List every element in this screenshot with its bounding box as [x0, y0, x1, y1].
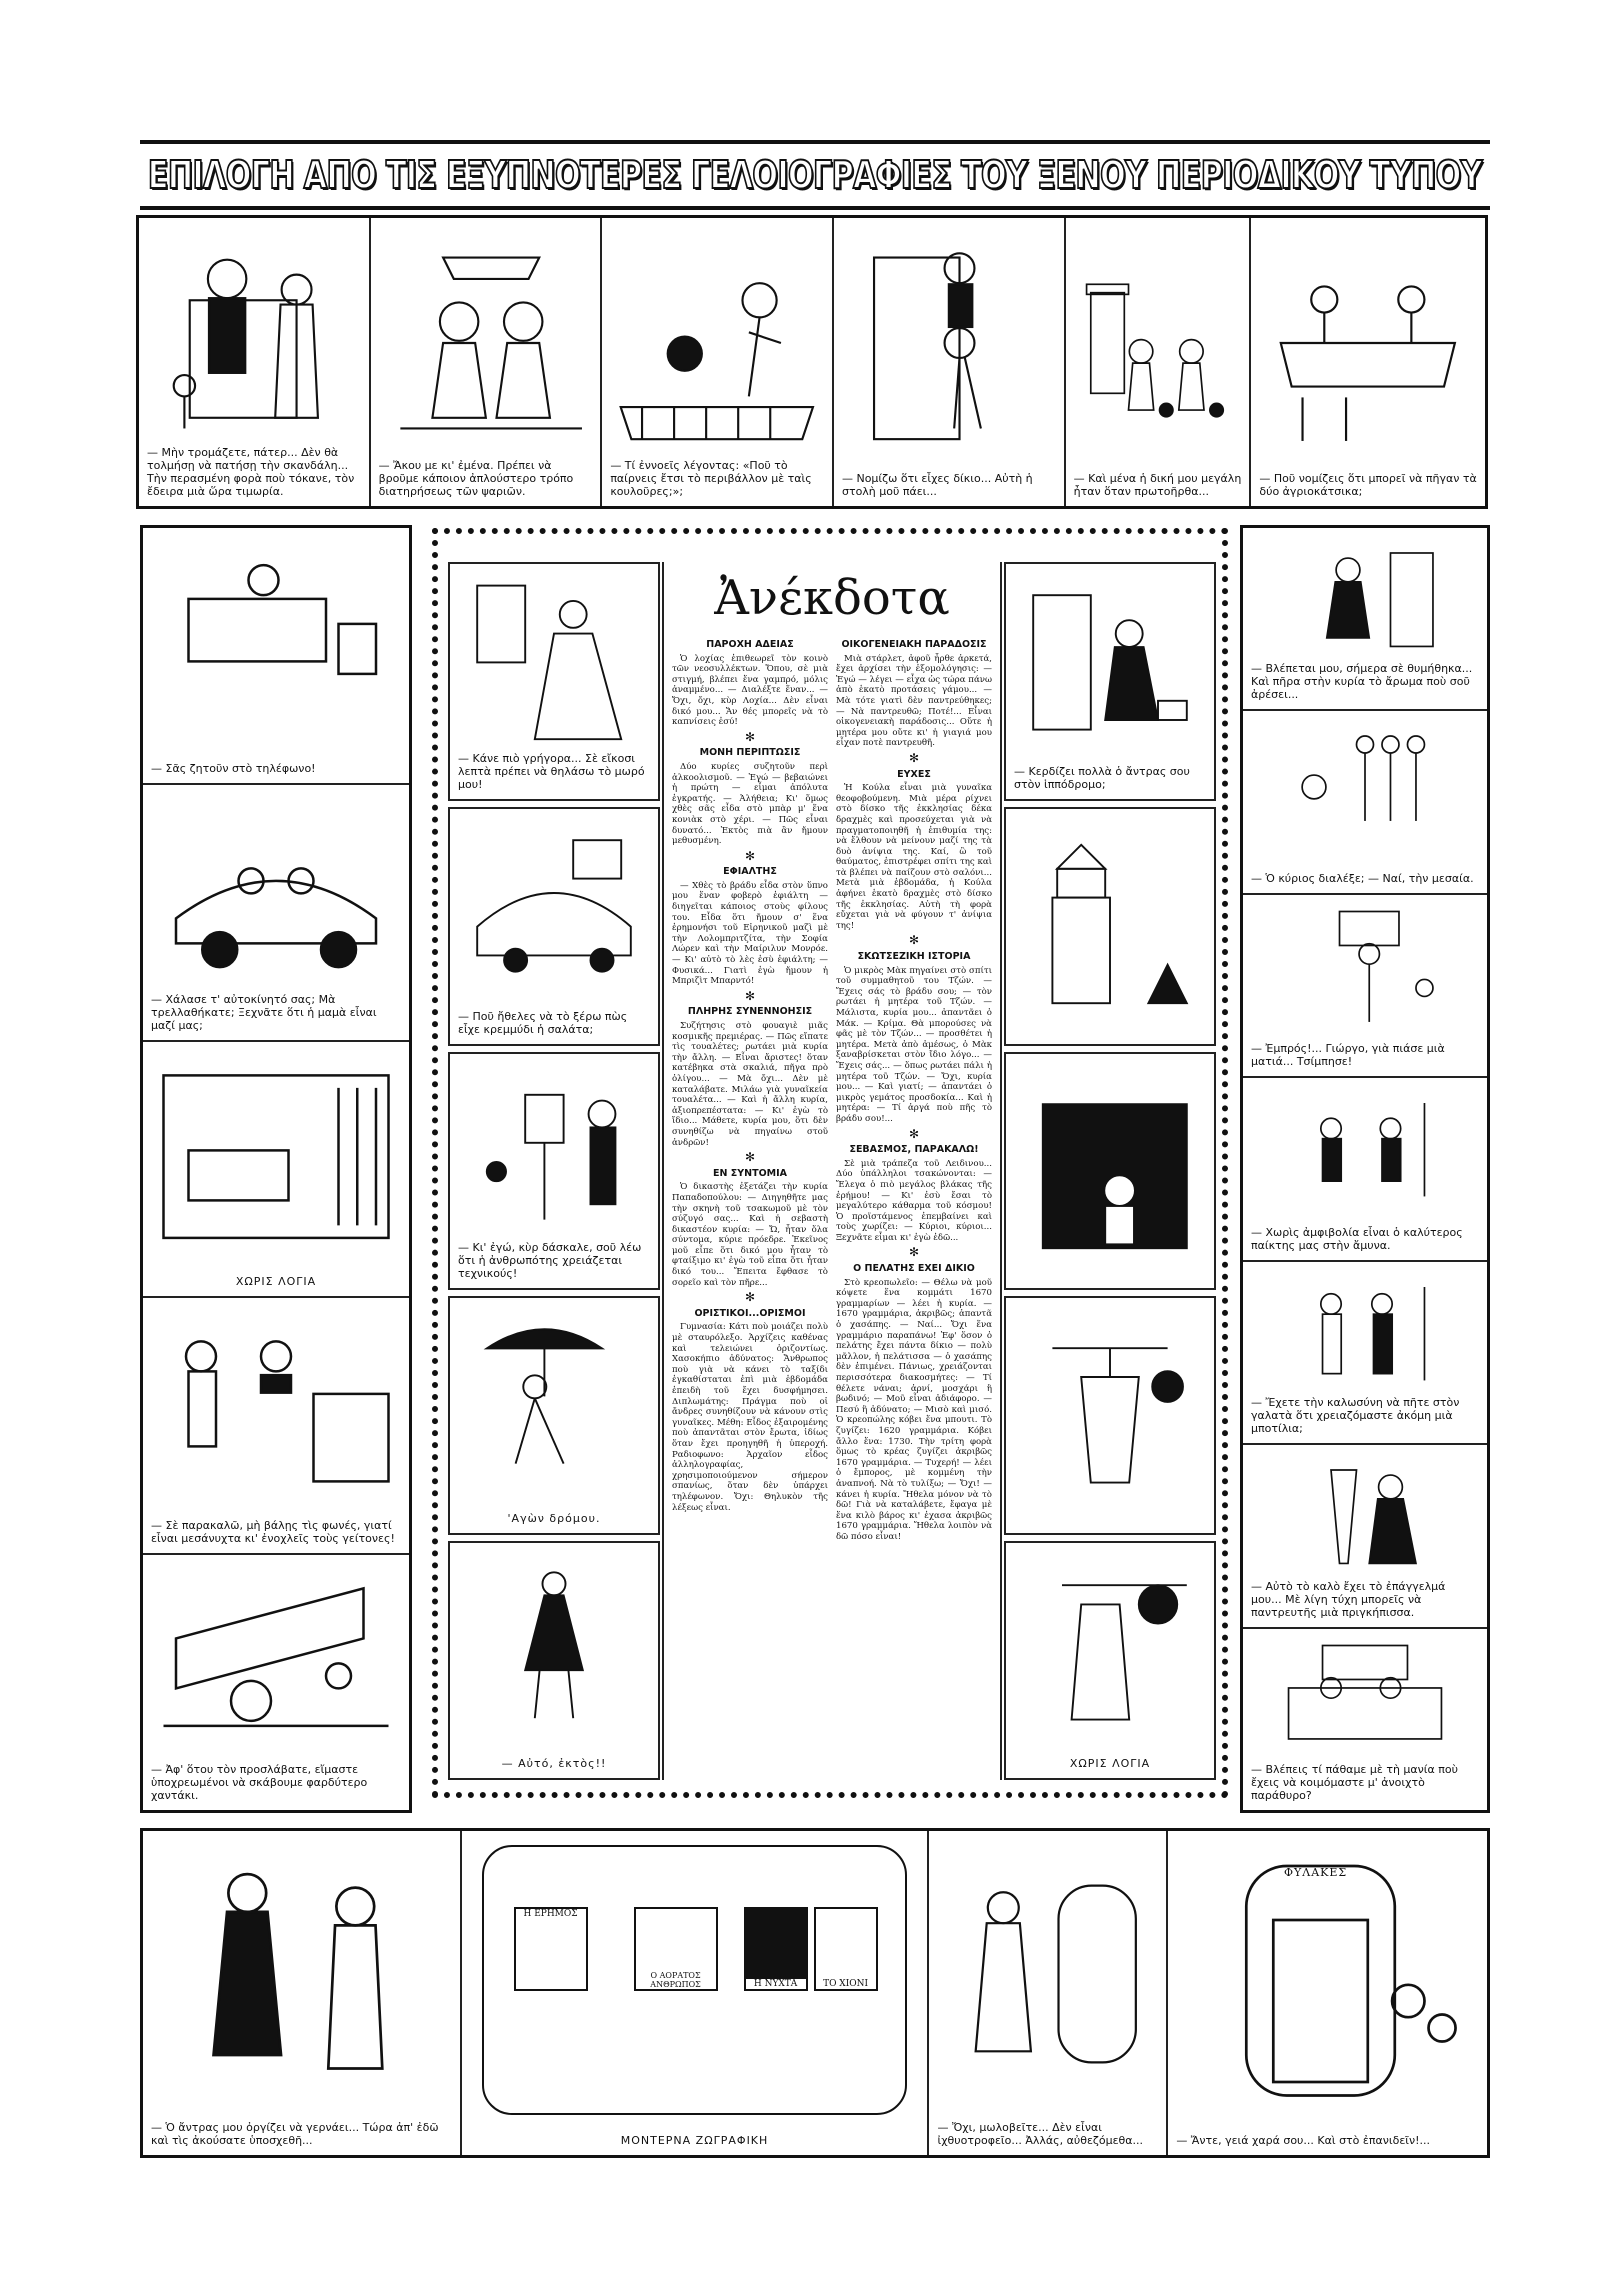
bottom-cartoon-4	[1168, 1831, 1487, 2155]
story-text: Ὁ δικαστὴς ἐξετάζει τὴν κυρία Παπαδοπούλου: — Διηγηθῆτε μας τὴν σκηνὴ τοῦ τσακωμοῦ μὲ τὸν σύζυγό σας... Καὶ ἡ σεβαστὴ δικαστέον κυρία: — Ὤ, ἦταν ὅλα σύντομα, κύριε πρόεδρε. Ἐκεῖνος μοῦ εἶπε ὅτι δικό μου ἦταν τὸ φταίξιμο κι' ἐγὼ τοῦ εἶπα ὅτι ἦταν δικό του... Ἔπειτα ἔφθασε τὸ σορεῖο καὶ τὸν πῆρε...	[672, 1182, 828, 1288]
story-heading: ΕΝ ΣΥΝΤΟΜΙΑ	[713, 1167, 787, 1179]
caption: — Νομίζω ὅτι εἶχες δίκιο... Αὐτὴ ἡ στολὴ μοῦ πάει...	[841, 472, 1033, 498]
sign-night	[744, 1907, 808, 1991]
midright-cartoon-3	[1004, 1052, 1216, 1291]
caption: — Βλέπεις τί πάθαμε μὲ τὴ μανία ποὺ ἔχεις νὰ κοιμόμαστε μ' ἀνοιχτὸ παράθυρο?	[1251, 1762, 1458, 1802]
caption: — Ὄχι, μωλοβεῖτε... Δὲν εἶναι ἰχθυοτροφεῖο... Ἀλλάς, αὐθεζόμεθα...	[937, 2121, 1144, 2147]
cartoon-drawing	[1014, 1306, 1206, 1525]
story-heading: ΟΙΚΟΓΕΝΕΙΑΚΗ ΠΑΡΑΔΟΣΙΣ	[841, 639, 987, 650]
separator-icon: ✻	[744, 988, 756, 1003]
sign-label: ΤΟ ΧΙΟΝΙ	[823, 1979, 869, 1989]
left-cartoon-4	[143, 1298, 409, 1555]
page-headline	[140, 140, 1490, 210]
story-heading: ΣΚΩΤΣΕΖΙΚΗ ΙΣΤΟΡΙΑ	[857, 951, 971, 963]
top-cartoon-4	[834, 218, 1066, 506]
cartoon-drawing	[458, 817, 650, 998]
cartoon-drawing	[1014, 1551, 1206, 1754]
caption: — Ἄκου με κι' ἐμένα. Πρέπει νὰ βροῦμε κάποιον ἀπλούστερο τρόπο διατηρήσεως τῶν ψαριῶν.	[378, 459, 574, 498]
story-heading: ΣΕΒΑΣΜΟΣ, ΠΑΡΑΚΑΛΩ!	[849, 1144, 979, 1156]
story-heading: ΜΟΝΗ ΠΕΡΙΠΤΩΣΙΣ	[699, 747, 801, 759]
cartoon-drawing	[458, 1062, 650, 1243]
bottom-strip	[140, 1828, 1490, 2158]
caption: — Ἄντε, γειά χαρά σου... Καὶ στὸ ἐπανιδεῖν!...	[1176, 2134, 1431, 2147]
right-cartoon-5	[1243, 1262, 1487, 1445]
caption: — Τί ἐννοεῖς λέγοντας: «Ποῦ τὸ παίρνεις ἔτσι τὸ περιβάλλον μὲ ταὶς κουλοῦρες;»;	[610, 459, 812, 498]
anekdota-column	[662, 562, 1002, 1780]
right-column	[1240, 525, 1490, 1813]
cartoon-drawing	[151, 1306, 401, 1507]
sign-label: Η ΕΡΗΜΟΣ	[523, 1909, 578, 1919]
anekdota-title: Ἀνέκδοτα	[714, 570, 950, 626]
left-cartoon-2	[143, 785, 409, 1042]
headline-text: ΕΠΙΛΟΓΗ ΑΠΟ ΤΙΣ ΕΞΥΠΝΟΤΕΡΕΣ ΓΕΛΟΙΟΓΡΑΦΙΕΣ ΤΟΥ ΞΕΝΟΥ ΠΕΡΙΟΔΙΚΟΥ ΤΥΠΟΥ	[148, 153, 1482, 197]
caption: ΜΟΝΤΕΡΝΑ ΖΩΓΡΑΦΙΚΗ	[620, 2134, 769, 2147]
cartoon-drawing	[842, 226, 1056, 460]
cartoon-drawing	[458, 572, 650, 753]
separator-icon: ✻	[744, 1290, 756, 1305]
top-strip	[136, 215, 1488, 509]
mid-right-column	[1004, 562, 1216, 1780]
top-cartoon-2	[371, 218, 603, 506]
separator-icon: ✻	[908, 1126, 920, 1141]
left-cartoon-3	[143, 1042, 409, 1299]
caption: — Ἐμπρός!... Γιώργο, γιὰ πιάσε μιὰ ματιά... Τσίμπησε!	[1251, 1042, 1445, 1069]
right-cartoon-7	[1243, 1629, 1487, 1810]
cartoon-drawing	[610, 226, 824, 460]
prison-sign	[1243, 1866, 1388, 1879]
anekdota-col-1	[672, 634, 828, 1546]
caption: — Ποῦ ἤθελες νὰ τὸ ξέρω πὼς εἶχε κρεμμύδι ἡ σαλάτα;	[458, 1009, 628, 1036]
story-text: Στὸ κρεοπωλεῖο: — Θέλω νὰ μοῦ κόψετε ἕνα κομμάτι 1670 γραμμαρίων — λέει ἡ κυρία. — 1670 γραμμάρια, ἀκριβῶς; ἀπαντᾶ ὁ χασάπης. — Ναί... Ὄχι ἕνα γραμμάριο παραπάνω! Ἐφ' ὅσον ὁ πελάτης ἔχει πάντα δίκιο — πολὺ μᾶλλον, ἡ πελάτισσα — ὁ χασάπης δὲν ἐπιμένει. Πάνιως, χρειάζονται περισσότερα διακοσμήτες: — Τί θέλετε νάναι; ἀρνί, μοσχάρι ἢ βωδινό; — Μοῦ εἶναι ἀδιάφορο. — Πεσύ ἢ ἀδύνατο; — Μισὸ καὶ μισό. Ὁ κρεοπώλης κόβει ἕνα μπουτι. Τὸ ζυγίζει: 1620 γραμμάρια. Κόβει ἄλλο ἕνα: 1730. Τὴν τρίτη φορὰ ὅμως τὸ κρέας ζυγίζει ἀκριβῶς 1670 γραμμάρια. — Τυχερή! — λέει ὁ ἔμπορος, μὲ κομμένη τὴν ἀναπνοή. Νὰ τὸ τυλίξω; — Ὄχι! — κάνει ἡ κυρία. Ἤθελα μόνον νὰ τὸ δῶ! Γιὰ νὰ καταλάβετε, ἔφαγα μὲ ἕνα κιλὸ βάρος κι' ἐχασα ἀκριβῶς 1670 γραμμάρια. Ἤθελα λοιπὸν νὰ δῶ πόσο εἶναι!	[836, 1277, 992, 1542]
separator-icon: ✻	[908, 1245, 920, 1260]
cartoon-drawing	[1251, 1270, 1479, 1397]
bottom-cartoon-1	[143, 1831, 462, 2155]
story-text: Γυμνασία: Κάτι ποὺ μοιάζει πολὺ μὲ σταυρόλεξο. Ἀρχίζεις καθένας καὶ τελειώνει ὁριζοντίως. Χασοκήπιο ἀδύνατος: Ἄνθρωπος ποὺ γιὰ νὰ κάνει τὸ ταξίδι ἐγκαθίσταται ἐπὶ μιὰ ἑβδομάδα ἐπειδὴ τοῦ ἔχει δυσφήμησει. Διπλωμάτης: Πράγμα ποὺ οἱ ἄνδρες συνηθίζουν νὰ κάνουν στὶς γυναῖκες. Μέθη: Εἶδος ἐξαιρομένης ποὺ ἀπαντᾶται στὸν ἔρωτα, ἰδίως ὅταν ἔχει προηγηθῆ ἡ ὑπεροχή. Ραδιοφωνο: Ἀρχαῖον εἶδος ἀλληλογραφίας, χρησιμοποιούμενον σήμερον σπανίως, ὅταν δὲν ὑπάρχει τηλέφωνον. Ὄχι: Θηλυκὸν τῆς λέξεως εἶναι.	[672, 1322, 828, 1513]
right-cartoon-4	[1243, 1078, 1487, 1261]
left-cartoon-1	[143, 528, 409, 785]
midright-cartoon-1	[1004, 562, 1216, 801]
story-heading: ΕΦΙΑΛΤΗΣ	[723, 866, 777, 878]
sign-invisible-man	[634, 1907, 718, 1991]
cartoon-drawing	[151, 536, 401, 737]
left-column	[140, 525, 412, 1813]
cartoon-drawing	[147, 226, 361, 460]
cartoon-drawing	[1014, 572, 1206, 753]
cartoon-drawing	[458, 1551, 650, 1732]
cartoon-drawing	[1176, 1839, 1479, 2109]
sign-snow	[814, 1907, 878, 1991]
caption: ΧΩΡΙΣ ΛΟΓΙΑ	[235, 1275, 317, 1289]
caption: — Βλέπεται μου, σήμερα σὲ θυμήθηκα... Καὶ πῆρα στὴν κυρία τὸ ἄρωμα ποὺ σοῦ ἀρέσει...	[1251, 662, 1473, 702]
story-text: Ὁ μικρὸς Μὰκ πηγαίνει στὸ σπίτι τοῦ συμμαθητοῦ του Τζών. — Ἔχεις σάς τὸ βράδυ σου; — τὸν ρωτάει ἡ μητέρα τοῦ Τζών. — Μάλιστα, κυρία μου... ἀπαντᾶει ὁ Μάκ. — Κρίμα. Θὰ μπορούσες νὰ φᾶς μὲ τὸν Τζών... — προσθέτει ἡ μητέρα. Μετὰ ἀπὸ ἀμέσως, ὁ Μὰκ ξαναβρίσκεται στὸν ἴδιο λόγο... — Ἔχεις σάς... — ὅπως ρωτάει πάλι ἡ μητέρα τοῦ Τζών. — Ὄχι, κυρία μου... — Καὶ γιατί; — ἀπαντάει ὁ μικρὸς γεμάτος προσδοκία... Καὶ ἡ μητέρα: — Τί ἀργά ποὺ πῆς τὸ βράδυ σου!...	[836, 965, 992, 1124]
midleft-cartoon-5	[448, 1541, 660, 1780]
story-heading: ΠΑΡΟΧΗ ΑΔΕΙΑΣ	[706, 639, 794, 650]
caption: 'Αγὼν δρόμου.	[507, 1512, 601, 1526]
caption: ΧΩΡΙΣ ΛΟΓΙΑ	[1069, 1756, 1151, 1770]
cartoon-drawing	[1251, 903, 1479, 1030]
cartoon-drawing	[1251, 1453, 1479, 1580]
cartoon-drawing	[151, 793, 401, 994]
cartoon-drawing	[151, 1563, 401, 1764]
separator-icon: ✻	[744, 848, 756, 863]
story-text: Μιὰ στάρλετ, ἀφοῦ ἦρθε ἀρκετά, ἔχει ἀρχίσει τὴν ἐξομολόγησις: — Ἐγώ — λέγει — εἶχα ὡς τώρα πάνω ἀπὸ ἑκατὸ προτάσεις γάμου... — Μὰ τότε γιατὶ δὲν παντρεύθηκες; — Νὰ παντρευθῶ; Ποτέ!... Εἶναι οἰκογενειακὴ παράδοσις... Οὔτε ἡ μητέρα μου οὔτε κι' ἡ γιαγιά μου εἶχαν ποτὲ παντρευθῆ.	[836, 653, 992, 749]
caption: — Κάνε πιὸ γρήγορα... Σὲ εἴκοσι λεπτὰ πρέπει νὰ θηλάσω τὸ μωρό μου!	[458, 751, 645, 791]
midleft-cartoon-1	[448, 562, 660, 801]
top-cartoon-3	[602, 218, 834, 506]
story-heading: ΠΛΗΡΗΣ ΣΥΝΕΝΝΟΗΣΙΣ	[687, 1006, 813, 1018]
caption: — Κι' ἐγώ, κὺρ δάσκαλε, σοῦ λέω ὅτι ἡ ἀνθρωπότης χρειάζεται τεχνικούς!	[458, 1241, 642, 1281]
sign-label: Η ΝΥΧΤΑ	[753, 1979, 798, 1989]
caption: — Αὐτὸ τὸ καλὸ ἔχει τὸ ἐπάγγελμά μου... Μὲ λίγη τύχη μπορεῖς νὰ παντρευτῆς μιὰ πριγκήπισσα.	[1251, 1579, 1446, 1619]
story-text: Ὁ λοχίας ἐπιθεωρεῖ τὸν κοινὸ τῶν νεοσυλλέκτων. Ὅπου, σὲ μιὰ στιγμή, βλέπει ἕνα γαμπρό, μόλις ἀναμμένο... — Διαλέξτε ἕναν... — Ὄχι, ὄχι, κὺρ Λοχία... Δὲν εἶναι δικό μου... Ἄν θές μπορεῖς νὰ τὸ καπνίσεις ἐσύ!	[672, 653, 828, 728]
mid-left-column	[448, 562, 660, 1780]
story-heading: ΟΡΙΣΤΙΚΟΙ...ΟΡΙΣΜΟΙ	[694, 1307, 806, 1319]
top-cartoon-6	[1251, 218, 1485, 506]
midright-cartoon-2	[1004, 807, 1216, 1046]
story-text: Σὲ μιὰ τράπεζα τοῦ Λειδινου... Δύο ὑπάλληλοι τσακώνονται: — Ἔλεγα ὁ πιὸ μεγάλος βλάκας τῆς ἐρήμου! — Κι' ἐσὺ ἔσαι τὸ μεγαλύτερο κάθαρμα τοῦ κόσμου! Ὁ προϊστάμενος ἐπεμβαίνει καὶ τοὺς χωρίζει: — Κύριοι, κύριοι... Ξεχνᾶτε εἶμαι κι' ἐγὼ ἐδῶ...	[836, 1158, 992, 1243]
right-cartoon-6	[1243, 1445, 1487, 1628]
story-heading: ΕΥΧΕΣ	[897, 768, 931, 780]
caption: — Ποῦ νομίζεις ὅτι μπορεῖ νὰ πῆγαν τὰ δύο ἀγριοκάτσικα;	[1259, 472, 1477, 498]
separator-icon: ✻	[908, 933, 920, 948]
cartoon-drawing	[458, 1306, 650, 1487]
right-cartoon-2	[1243, 711, 1487, 894]
caption: — Σᾶς ζητοῦν στὸ τηλέφωνο!	[151, 761, 316, 775]
bottom-cartoon-3	[929, 1831, 1168, 2155]
caption: — Καὶ μένα ἡ δική μου μεγάλη ἦταν ὅταν πρωτοῆρθα...	[1073, 472, 1242, 498]
cartoon-drawing	[937, 1839, 1158, 2109]
caption: — Αὐτό, ἐκτὸς!!	[501, 1756, 607, 1770]
cartoon-drawing	[1251, 1086, 1479, 1213]
sign-label: ΦΥΛΑΚΕΣ	[1284, 1866, 1348, 1879]
midleft-cartoon-4	[448, 1296, 660, 1535]
sign-label: Ο ΑΟΡΑΤΟΣ ΑΝΘΡΩΠΟΣ	[650, 1971, 701, 1989]
top-cartoon-5	[1066, 218, 1252, 506]
midright-cartoon-4	[1004, 1296, 1216, 1535]
caption: — Ἔχετε τὴν καλωσύνη νὰ πῆτε στὸν γαλατὰ ὅτι χρειαζόμαστε ἀκόμη μιὰ μποτίλια;	[1251, 1396, 1460, 1436]
bottom-cartoon-2	[462, 1831, 930, 2155]
story-text: — Χθὲς τὸ βράδυ εἶδα στὸν ὕπνο μου ἕναν φοβερὸ ἐφιάλτη — διηγεῖται κάποιος στοὺς φίλους του. Εἶδα ὅτι ἤμουν σ' ἕνα ἐρημονήσι τοῦ Εἰρηνικοῦ μαζὶ μὲ τὴν Λολομπριτζίτα, τὴν Σοφία Λώρεν καὶ τὴν Μαίριλυν Μονρόε. — Κι' αὐτὸ τὸ λὲς ἐσὺ ἐφιάλτη; — Φυσικά... Γιατὶ ἐγὼ ἤμουν ἡ Μπριζὶτ Μπαρντό!	[672, 880, 828, 987]
caption: — Σὲ παρακαλῶ, μὴ βάλῃς τὶς φωνές, γιατί εἶναι μεσάνυχτα κι' ἐνοχλεῖς τοὺς γείτονες!	[151, 1519, 395, 1546]
caption: — Μὴν τρομάζετε, πάτερ... Δὲν θὰ τολμήσῃ νὰ πατήσῃ τὴν σκανδάλη... Τὴν περασμένη φορὰ ποὺ τόκανε, τὸν ἔδειρα μιὰ ὥρα τιμωρία.	[147, 446, 355, 498]
right-cartoon-3	[1243, 895, 1487, 1078]
caption: — Κερδίζει πολλὰ ὁ ἄντρας σου στὸν ἱππόδρομο;	[1014, 764, 1190, 791]
midleft-cartoon-3	[448, 1052, 660, 1291]
story-text: Ἡ Κούλα εἶναι μιὰ γυναῖκα θεοφοβούμενη. Μιὰ μέρα ρίχνει στὸ δίσκο τῆς ἐκκλησίας δέκα δραχμὲς καὶ προσεύχεται γιὰ νὰ πραγματοποιηθῆ ἡ ἐπιθυμία της: νὰ ἔλθουν νὰ μείνουν μαζί της τὰ δυὸ ἀνίψια της. Καί, ὢ τοῦ θαύματος, ἐπιστρέφει σπίτι της καὶ τὰ βλέπει νὰ παίζουν στὸ σαλόνι... Μετὰ μιὰ ἑβδομάδα, ἡ Κούλα ἀφήνει ἑκατὸ δραχμὲς στὸ δίσκο τῆς ἐκκλησίας. Αὐτὴ τὴ φορὰ εὔχεται γιὰ νὰ φύγουν τ' ἀνίψια της!	[836, 783, 992, 931]
caption: — Χωρὶς ἀμφιβολία εἶναι ὁ καλύτερος παίκτης μας στὴν ἄμυνα.	[1251, 1225, 1463, 1252]
cartoon-drawing	[1074, 226, 1242, 460]
story-text: Δύο κυρίες συζητοῦν περὶ ἀλκοολισμοῦ. — Ἐγώ — βεβαιώνει ἡ πρώτη — εἶμαι ἀπόλυτα ἐγκρατής. — Ἀλήθεια; Κι' ὅμως χθὲς σᾶς εἶδα στὸ μπὰρ μ' ἕνα κονιὰκ στὸ χέρι. — Πῶς εἶναι δυνατό... Ἐκτὸς πιὰ ἂν ἤμουν μεθυσμένη.	[672, 761, 828, 847]
story-heading: Ο ΠΕΛΑΤΗΣ ΕΧΕΙ ΔΙΚΙΟ	[853, 1263, 975, 1275]
caption: — Ἀφ' ὅτου τὸν προσλάβατε, εἴμαστε ὑποχρεωμένοι νὰ σκάβουμε φαρδύτερο χαντάκι.	[151, 1762, 368, 1802]
caption: — Ὁ ἄντρας μου ὀργίζει νὰ γερνάει... Τώρα ἀπ' ἐδῶ καὶ τὶς ἀκούσατε ὑποσχεθῆ...	[151, 2121, 439, 2147]
cartoon-drawing	[1014, 817, 1206, 1036]
midright-cartoon-5	[1004, 1541, 1216, 1780]
anekdota-col-2	[836, 634, 992, 1546]
cartoon-drawing	[1014, 1062, 1206, 1281]
cartoon-drawing	[1251, 719, 1479, 846]
caption: — Χάλασε τ' αὐτοκίνητό σας; Μὰ τρελλαθήκατε; Ξεχνᾶτε ὅτι ἡ μαμὰ εἶναι μαζί μας;	[151, 992, 377, 1032]
cartoon-drawing	[1259, 226, 1477, 460]
story-text: Συζήτησις στὸ φουαγιὲ μιᾶς κοσμικῆς πρεμιέρας. — Πῶς εἴπατε τὶς τουαλέτες; ρωτάει μιὰ κυρία τὴν ἄλλη. — Εἶναι ἄριστες! ὅταν κατέβηκα στὰ σκαλιά, πῆγα πρὸ ὀλίγου... — Μὰ ὄχι... Δὲν μὲ καταλάβατε. Μιλάω γιὰ γυναῖκεία τουαλέτα... — Καὶ ἡ ἄλλη κυρία, ἀξιοπρεπέστατα: — Κι' ἐγὼ τὸ ἴδιο... Μάθετε, κυρία μου, ὅτι δὲν συνηθίζω νὰ πηγαίνω στοῦ ἀνδρῶν!	[672, 1021, 828, 1148]
top-cartoon-1	[139, 218, 371, 506]
caption: — Ὁ κύριος διαλέξε; — Ναί, τὴν μεσαία.	[1251, 871, 1474, 885]
separator-icon: ✻	[908, 750, 920, 765]
left-cartoon-5	[143, 1555, 409, 1810]
right-cartoon-1	[1243, 528, 1487, 711]
cartoon-drawing	[151, 1839, 452, 2109]
midleft-cartoon-2	[448, 807, 660, 1046]
cartoon-drawing	[1251, 1637, 1479, 1764]
cartoon-drawing	[1251, 536, 1479, 663]
cartoon-drawing	[151, 1050, 401, 1251]
cartoon-drawing	[379, 226, 593, 460]
sign-desert	[514, 1907, 588, 1991]
separator-icon: ✻	[744, 1150, 756, 1165]
separator-icon: ✻	[744, 729, 756, 744]
